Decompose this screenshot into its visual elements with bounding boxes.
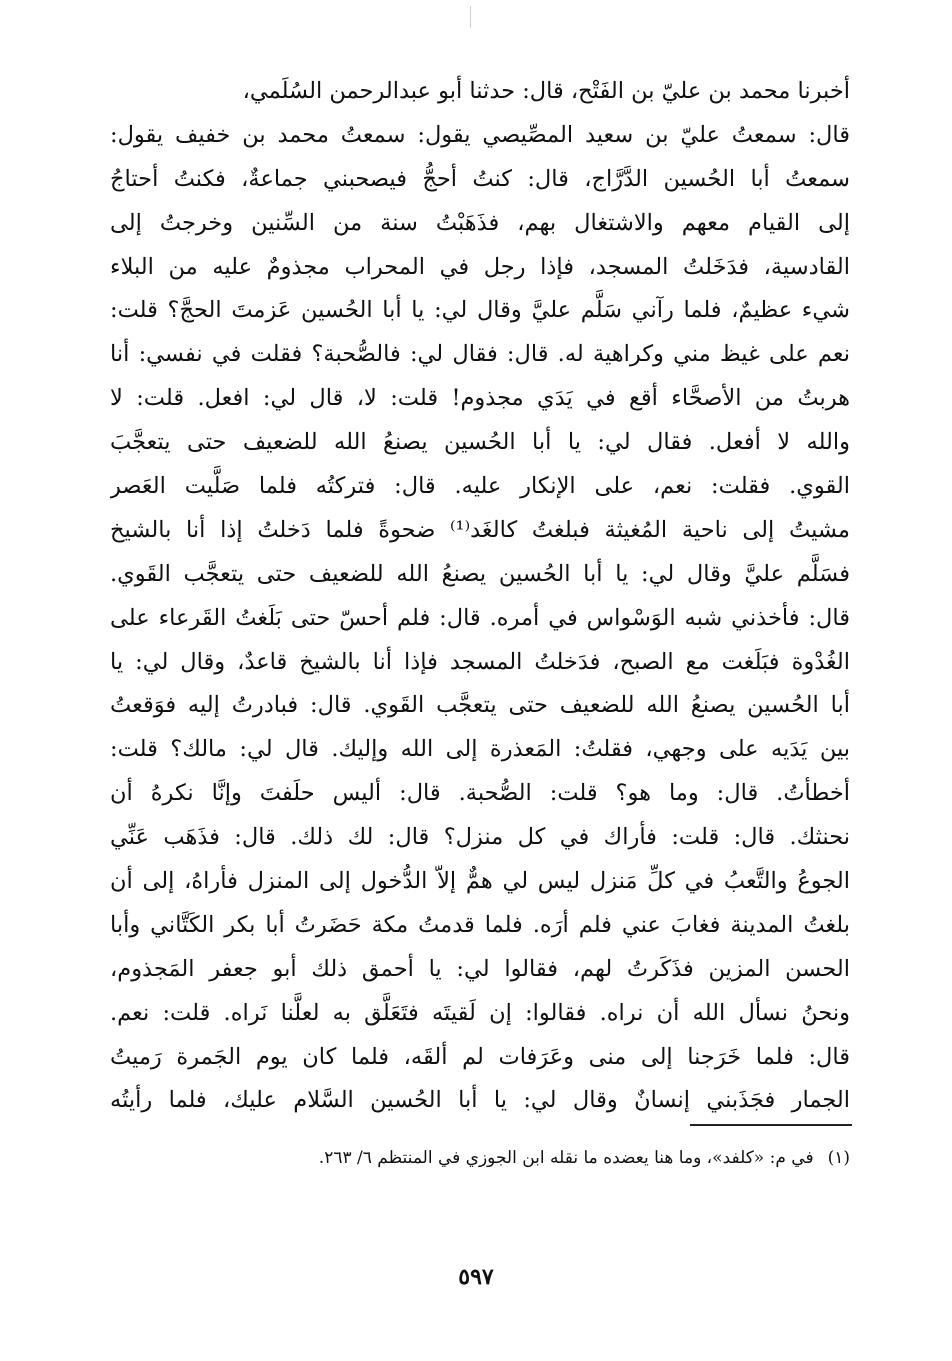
text-line: الجمار فجَذَبني إنسانٌ وقال لي: يا أبا الحُسين السَّلام عليك، فلما رأيتُه: [110, 1087, 850, 1114]
text-line: شيء عظيمٌ، فلما رآني سَلَّم عليَّ وقال لي: يا أبا الحُسين عَزمتَ الحجَّ؟ قلت:: [110, 297, 850, 324]
text-line: أخطأتُ. قال: وما هو؟ قلت: الصُّحبة. قال: أليس حلَفتَ وإنَّا نكرهُ أن: [110, 780, 850, 807]
text-line: الجوعُ والتَّعبُ في كلِّ مَنزل ليس لي همٌّ إلاّ الدُّخول إلى المنزل فأراهُ، إلى أن: [110, 868, 850, 895]
text-line: نعم على غيظ مني وكراهية له. قال: فقال لي: فالصُّحبة؟ فقلت في نفسي: أنا: [110, 341, 850, 368]
text-line: هربتُ من الأصحَّاء أقع في يَدَي مجذوم! قلت: لا، قال لي: افعل. قلت: لا: [110, 385, 850, 412]
text-line: قال: فلما خَرَجنا إلى منى وعَرَفات لم ألقَه، فلما كان يوم الجَمرة رَميتُ: [110, 1043, 850, 1070]
text-line: ونحنُ نسأل الله أن نراه. فقالوا: إن لَقيتَه فتَعَلَّق به لعلَّنا نَراه. قلت: نعم.: [110, 999, 850, 1026]
text-line: أبا الحُسين يصنعُ الله للضعيف حتى يتعجَّب القَوي. قال: فبادرتُ إليه فوَقعتُ: [110, 692, 850, 719]
text-line: فسَلَّم عليَّ وقال لي: يا أبا الحُسين يصنعُ الله للضعيف حتى يتعجَّب القَوي.: [110, 560, 850, 587]
text-line: إلى القيام معهم والاشتغال بهم، فذَهَبْتُ سنة من السِّنين وخرجتُ إلى: [110, 209, 850, 236]
text-line: نحنثك. قال: قلت: فأراك في كل منزل؟ قال: لك ذلك. قال: فذَهَب عَنِّي: [110, 824, 850, 851]
gutter-mark: [470, 6, 471, 28]
text-line: القوي. فقلت: نعم، على الإنكار عليه. قال: فتركتُه فلما صَلَّيت العَصر: [110, 473, 850, 500]
text-line: بين يَدَيه على وجهي، فقلتُ: المَعذرة إلى الله وإليك. قال لي: مالك؟ قلت:: [110, 736, 850, 763]
footnote: [110, 1145, 850, 1171]
footnote-number: (١): [827, 1148, 850, 1168]
page-number: ٥٩٧: [458, 1264, 494, 1290]
footnote-separator: [690, 1124, 852, 1126]
text-line: بلغتُ المدينة فغابَ عني فلم أرَه. فلما قدمتُ مكة حَضَرتُ أبا بكر الكَتَّاني وأبا: [110, 911, 850, 938]
text-line: الغُدْوة فبَلَغت مع الصبح، فدَخلتُ المسجد فإذا أنا بالشيخ قاعدٌ، وقال لي: يا: [110, 648, 850, 675]
text-line: مشيتُ إلى ناحية المُغيثة فبلغتُ كالغَد⁽¹⁾ ضحوةً فلما دَخلتُ إذا أنا بالشيخ: [110, 516, 850, 543]
text-line: سمعتُ أبا الحُسين الدَّرَّاج، قال: كنتُ أحجُّ فيصحبني جماعةٌ، فكنتُ أحتاجُ: [110, 165, 850, 192]
main-text-block: [110, 70, 850, 1123]
text-line: والله لا أفعل. فقال لي: يا أبا الحُسين يصنعُ الله للضعيف حتى يتعجَّبَ: [110, 429, 850, 456]
text-line: القادسية، فدَخَلتُ المسجد، فإذا رجل في المحراب مجذومٌ عليه من البلاء: [110, 253, 850, 280]
text-line: الحسن المزين فذَكَرتُ لهم، فقالوا لي: يا أحمق ذلك أبو جعفر المَجذوم،: [110, 955, 850, 982]
text-line: قال: سمعتُ عليّ بن سعيد المصِّيصي يقول: سمعتُ محمد بن خفيف يقول:: [110, 121, 850, 148]
text-line: أخبرنا محمد بن عليّ بن الفَتْح، قال: حدثنا أبو عبدالرحمن السُلَمي،: [242, 78, 850, 104]
text-line: قال: فأخذني شبه الوَسْواس في أمره. قال: فلم أحسّ حتى بَلَغتُ القَرعاء على: [110, 604, 850, 631]
footnote-text: في م: «كلفد»، وما هنا يعضده ما نقله ابن الجوزي في المنتظم ٦/ ٢٦٣.: [318, 1148, 814, 1168]
